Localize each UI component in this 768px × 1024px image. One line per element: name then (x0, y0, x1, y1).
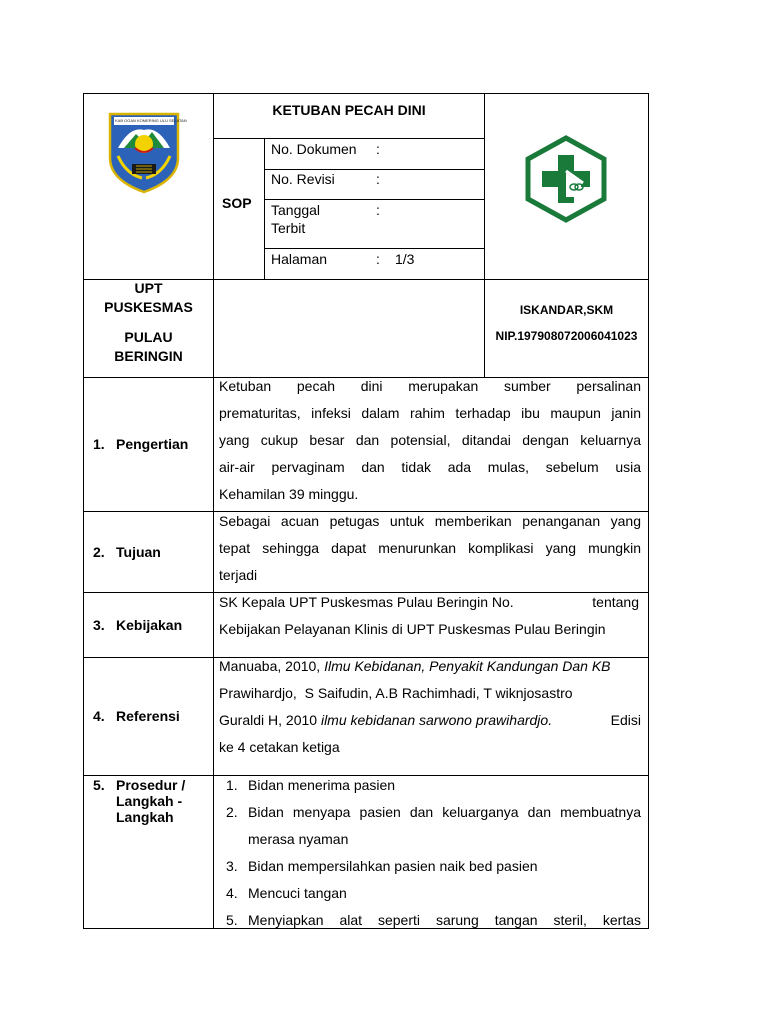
field-separator: : (376, 251, 380, 267)
section-label-prosedur: 5. Prosedur / Langkah - Langkah (93, 777, 186, 825)
section-text-kebijakan: SK Kepala UPT Puskesmas Pulau Beringin No. tentang Kebijakan Pelayanan Klinis di UPT Puskesmas Pulau Beringin (219, 594, 639, 637)
sop-document (83, 93, 649, 929)
signatory-nip: NIP.197908072006041023 (495, 329, 638, 343)
emblem-banner-text: KAB OGAN KOMERING ULU SELATAN (115, 118, 187, 123)
sop-column-divider (264, 138, 265, 279)
field-label-no-dokumen: No. Dokumen (271, 141, 357, 157)
section-text-tujuan: Sebagai acuan petugas untuk memberikan penanganan yang tepat sehingga dapat menurunkan komplikasi yang mungkin terjadi (219, 513, 641, 583)
field-label-tanggal: Tanggal (271, 202, 321, 218)
field-value-halaman: 1/3 (395, 251, 415, 267)
list-item: 1. Bidan menerima pasien (226, 777, 396, 793)
page-title: KETUBAN PECAH DINI (272, 102, 426, 118)
field-row-divider (264, 248, 485, 249)
signatory-name: ISKANDAR,SKM (519, 303, 614, 317)
section-label-pengertian: 1. Pengertian (93, 436, 189, 452)
institution-line: BERINGIN (114, 348, 183, 364)
field-label-terbit: Terbit (271, 220, 306, 236)
list-item: 5. Menyiapkan alat seperti sarung tangan steril, kertas (226, 912, 641, 928)
section-text-referensi: Manuaba, 2010, Ilmu Kebidanan, Penyakit Kandungan Dan KB Prawihardjo, S Saifudin, A.B Rachimhadi, T wiknjosastro Guraldi H, 2010 ilmu kebidanan sarwono prawihardjo. Edisi ke 4 cetakan ketiga (219, 658, 641, 755)
regency-emblem-icon (106, 108, 187, 194)
field-row-divider (264, 199, 485, 200)
procedure-steps (219, 772, 641, 934)
title-row-divider (213, 138, 485, 139)
section-text-pengertian: Ketuban pecah dini merupakan sumber persalinan prematuritas, infeksi dalam rahim terhadap ibu maupun janin yang cukup besar dan potensial, ditandai dengan keluarnya air-air pervaginam dan tidak ada mulas, sebelum usia Kehamilan 39 minggu. (219, 378, 641, 502)
institution-line: PUSKESMAS (104, 299, 193, 315)
list-item: 4. Mencuci tangan (226, 885, 347, 901)
section-label-referensi: 4. Referensi (93, 708, 180, 724)
section-label-kebijakan: 3. Kebijakan (93, 617, 183, 633)
field-label-no-revisi: No. Revisi (271, 171, 335, 187)
institution-line: PULAU (124, 329, 173, 345)
field-row-divider (264, 169, 485, 170)
puskesmas-logo-icon (525, 135, 607, 223)
sop-label: SOP (222, 195, 252, 211)
list-item: 3. Bidan mempersilahkan pasien naik bed pasien (226, 858, 538, 874)
list-item: 2. Bidan menyapa pasien dan keluarganya dan membuatnya merasa nyaman (226, 804, 641, 847)
field-separator: : (376, 141, 380, 157)
institution-line: UPT (134, 280, 163, 296)
field-separator: : (376, 202, 380, 218)
field-label-halaman: Halaman (271, 251, 328, 267)
table-border-top (83, 93, 649, 94)
field-separator: : (376, 171, 380, 187)
section-label-tujuan: 2. Tujuan (93, 544, 161, 560)
